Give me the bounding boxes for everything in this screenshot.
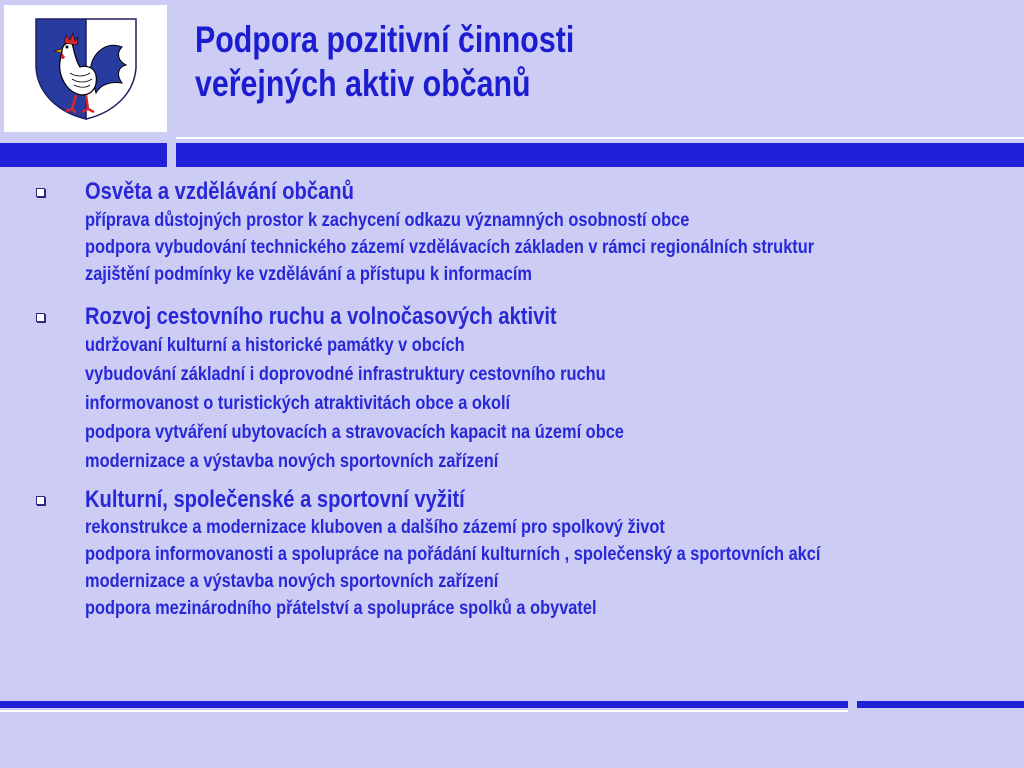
section-heading: Kulturní, společenské a sportovní vyžití [85, 486, 465, 513]
page-title [195, 18, 574, 106]
list-item: modernizace a výstavba nových sportovních zařízení [85, 570, 499, 592]
coat-of-arms-logo [30, 13, 142, 125]
list-item: rekonstrukce a modernizace kluboven a dalšího zázemí pro spolkový život [85, 516, 665, 538]
bottom-line-left [0, 710, 848, 712]
title-line-1: Podpora pozitivní činnosti [195, 19, 575, 60]
title-line-2: veřejných aktiv občanů [195, 63, 531, 104]
list-item: udržovaní kulturní a historické památky v obcích [85, 334, 465, 356]
content-list [0, 178, 1024, 619]
list-item: podpora vytváření ubytovacích a stravovacích kapacit na území obce [85, 421, 624, 443]
section-education [0, 178, 1024, 285]
divider-line-top [176, 137, 1024, 139]
bottom-band-left [0, 701, 848, 708]
list-item: vybudování základní i doprovodné infrastruktury cestovního ruchu [85, 363, 606, 385]
bottom-band-right [857, 701, 1024, 708]
section-culture [0, 486, 1024, 619]
logo-frame [4, 5, 167, 132]
list-item: modernizace a výstavba nových sportovních zařízení [85, 450, 499, 472]
divider-band-left [0, 143, 167, 167]
list-item: podpora mezinárodního přátelství a spolupráce spolků a obyvatel [85, 597, 597, 619]
list-item: příprava důstojných prostor k zachycení odkazu významných osobností obce [85, 209, 690, 231]
bullet-icon [36, 496, 45, 505]
list-item: informovanost o turistických atraktivitách obce a okolí [85, 392, 511, 414]
bullet-icon [36, 188, 45, 197]
list-item: podpora informovanosti a spolupráce na pořádání kulturních , společenský a sportovních akcí [85, 543, 821, 565]
list-item: zajištění podmínky ke vzdělávání a přístupu k informacím [85, 263, 532, 285]
divider-band-right [176, 143, 1024, 167]
list-item: podpora vybudování technického zázemí vzdělávacích základen v rámci regionálních struktur [85, 236, 815, 258]
section-heading: Rozvoj cestovního ruchu a volnočasových aktivit [85, 303, 557, 330]
section-heading: Osvěta a vzdělávání občanů [85, 178, 354, 205]
bullet-icon [36, 313, 45, 322]
section-tourism [0, 303, 1024, 472]
